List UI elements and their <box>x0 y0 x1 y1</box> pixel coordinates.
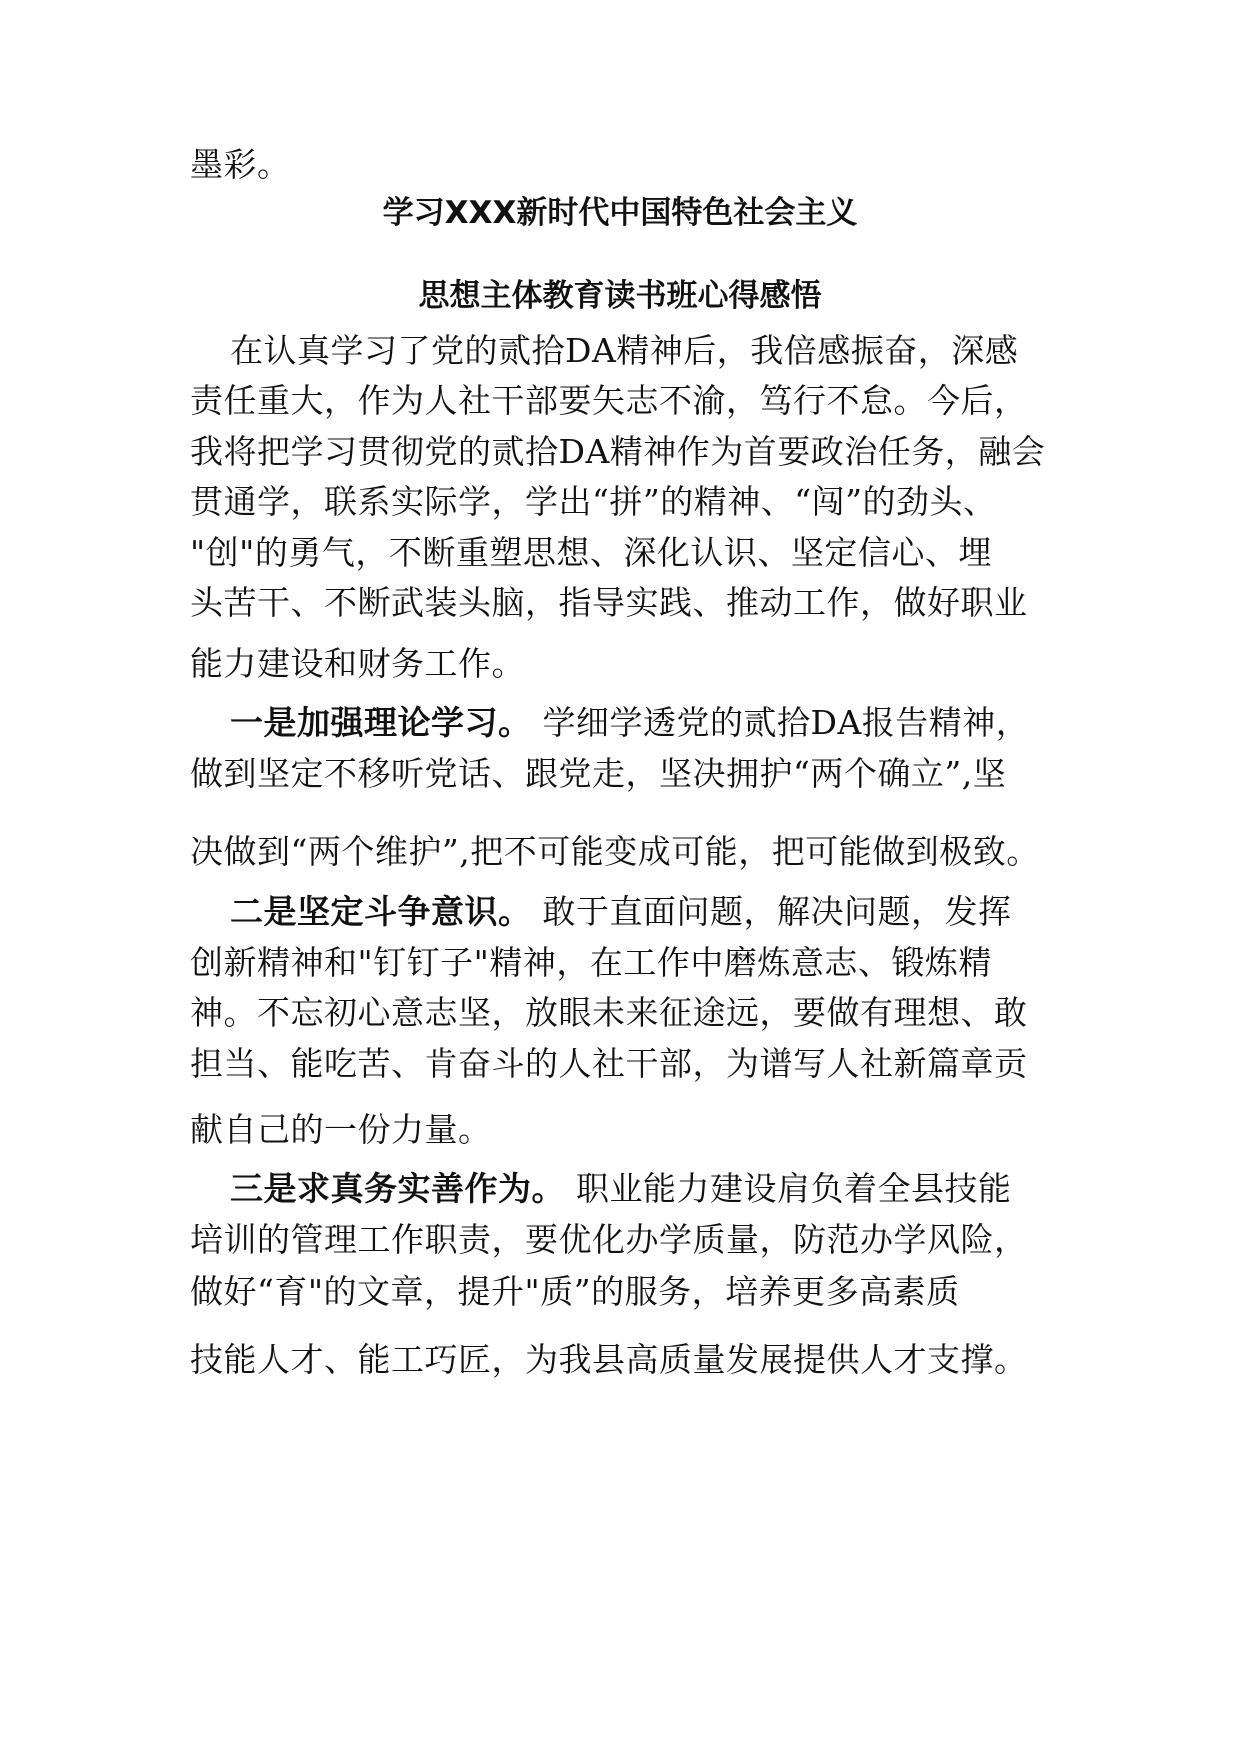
intro-line: 责任重大，作为人社干部要矢志不渝，笃行不怠。今后， <box>190 381 1028 420</box>
section-2-first-rest: 敢于直面问题，解决问题，发挥 <box>531 892 1012 931</box>
section-3-line: 培训的管理工作职责，要优化办学质量，防范办学风险， <box>190 1220 1028 1259</box>
carryover-line: 墨彩。 <box>190 145 291 184</box>
intro-line: 我将把学习贯彻党的贰拾DA精神作为首要政治任务，融会 <box>190 432 1046 471</box>
section-3-line: 技能人才、能工巧匠，为我县高质量发展提供人才支撑。 <box>190 1340 1028 1379</box>
section-1-first-line <box>230 703 1100 743</box>
section-2-line: 担当、能吃苦、肯奋斗的人社干部，为谱写人社新篇章贡 <box>190 1044 1028 1083</box>
intro-line: 贯通学，联系实际学，学出“拼”的精神、“闯”的劲头、 <box>190 482 997 521</box>
title-line-1: 学习XXX新时代中国特色社会主义 <box>382 195 858 231</box>
section-3-first-rest: 职业能力建设肩负着全县技能 <box>565 1169 1012 1208</box>
section-2-line: 献自己的一份力量。 <box>190 1110 492 1149</box>
section-1-first-rest: 学细学透党的贰拾DA报告精神， <box>531 703 1030 742</box>
section-3-first-line <box>230 1169 1100 1209</box>
intro-line: 在认真学习了党的贰拾DA精神后，我倍感振奋，深感 <box>230 331 1019 370</box>
section-1-line: 做到坚定不移听党话、跟党走，坚决拥护“两个确立”,坚 <box>190 754 1007 793</box>
title-line-2: 思想主体教育读书班心得感悟 <box>418 278 822 314</box>
intro-line: "创"的勇气，不断重塑思想、深化认识、坚定信心、埋 <box>190 533 992 572</box>
intro-line: 头苦干、不断武装头脑，指导实践、推动工作，做好职业 <box>190 583 1028 622</box>
section-1-lead: 一是加强理论学习。 <box>230 703 532 742</box>
section-2-line: 创新精神和"钉钉子"精神，在工作中磨炼意志、锻炼精 <box>190 943 992 982</box>
section-2-line: 神。不忘初心意志坚，放眼未来征途远，要做有理想、敢 <box>190 993 1028 1032</box>
section-3-line: 做好“育"的文章，提升"质”的服务，培养更多高素质 <box>190 1272 960 1311</box>
section-2-lead: 二是坚定斗争意识。 <box>230 892 532 931</box>
intro-line: 能力建设和财务工作。 <box>190 644 525 683</box>
section-2-first-line <box>230 892 1100 932</box>
section-3-lead: 三是求真务实善作为。 <box>230 1169 565 1208</box>
section-1-line: 决做到“两个维护”,把不可能变成可能，把可能做到极致。 <box>190 832 1040 871</box>
